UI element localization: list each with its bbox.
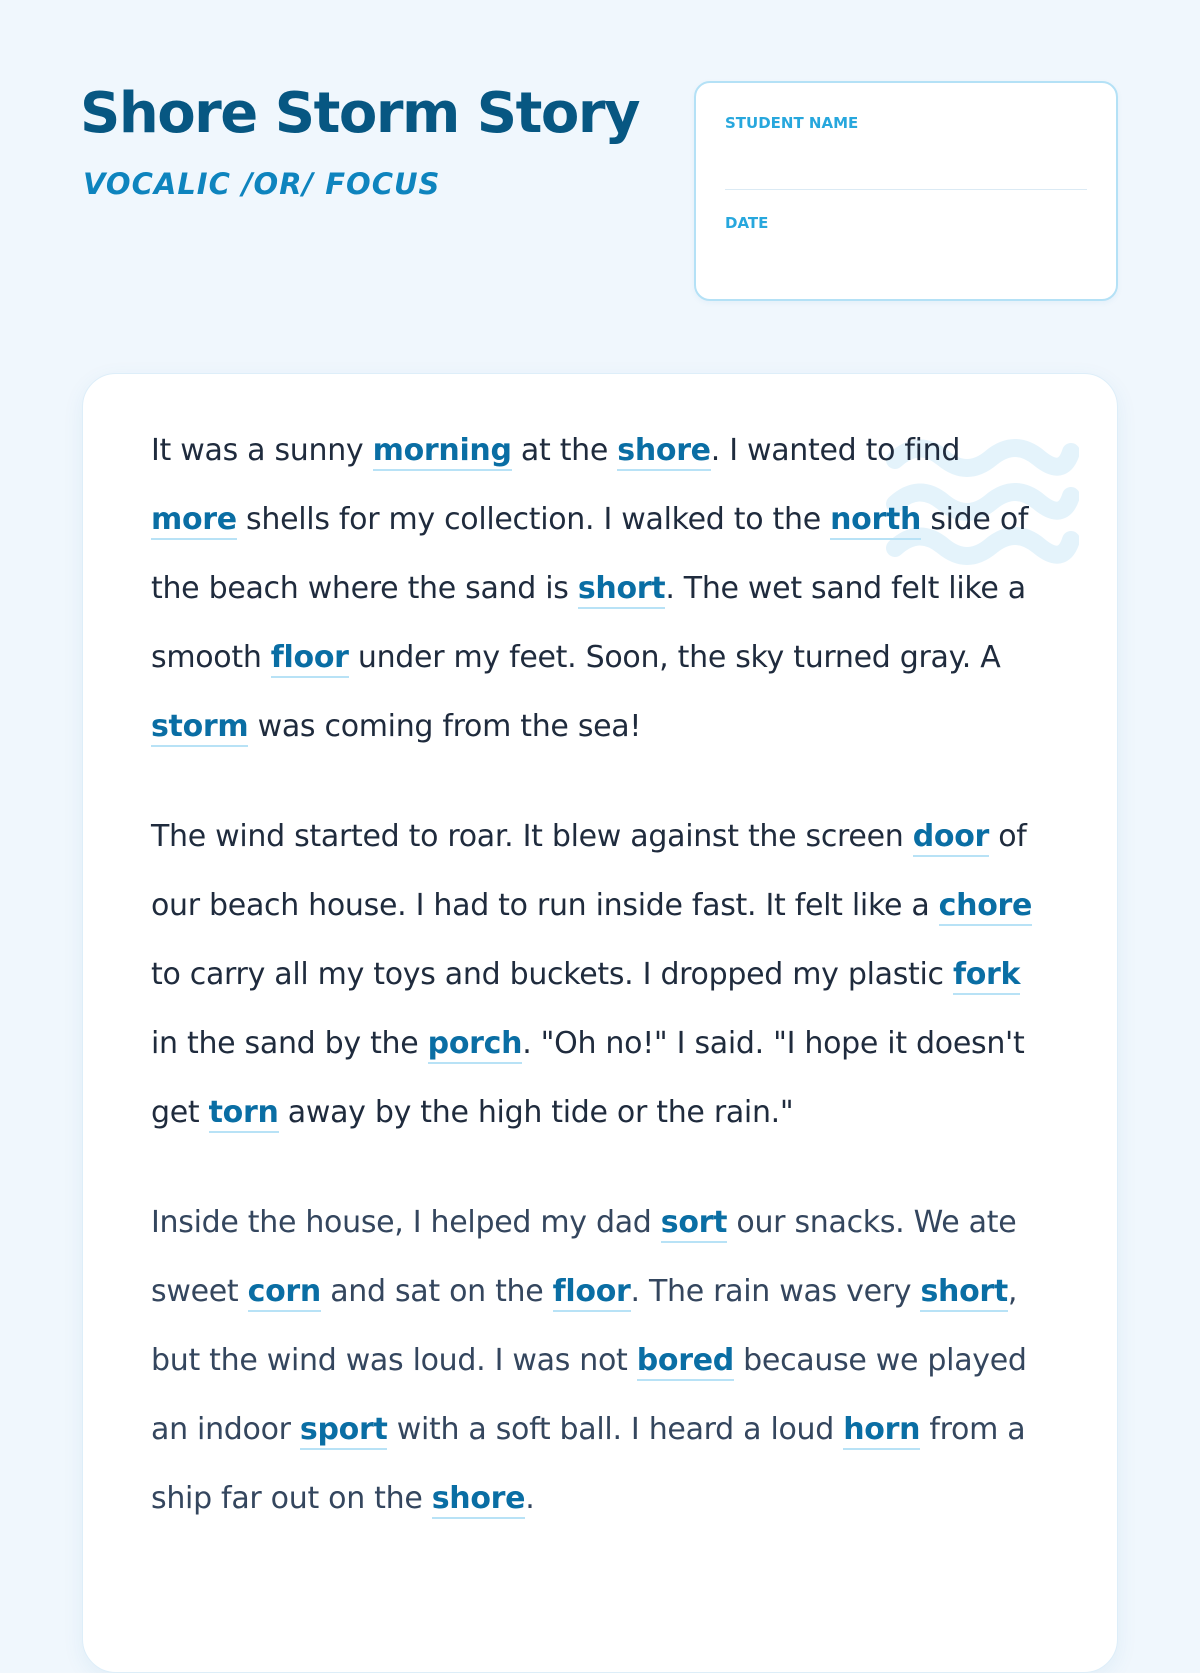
story-text-segment: . I wanted to find bbox=[710, 433, 961, 468]
target-word: shore bbox=[432, 1481, 525, 1519]
target-word: horn bbox=[843, 1412, 920, 1450]
story-text-segment: from a ship far out on the bbox=[151, 1412, 1026, 1516]
student-name-line[interactable] bbox=[725, 189, 1087, 190]
target-word: sport bbox=[300, 1412, 388, 1450]
story-text bbox=[151, 416, 1051, 1574]
target-word: torn bbox=[209, 1095, 279, 1133]
story-text-segment: at the bbox=[511, 433, 618, 468]
student-info-box bbox=[694, 81, 1118, 301]
target-word: bored bbox=[637, 1343, 734, 1381]
target-word: short bbox=[578, 571, 665, 609]
story-text-segment: away by the high tide or the rain." bbox=[278, 1095, 794, 1130]
worksheet-subtitle: VOCALIC /OR/ FOCUS bbox=[83, 167, 441, 201]
story-text-segment: . The wet sand felt like a smooth bbox=[151, 571, 1026, 675]
date-label: DATE bbox=[725, 214, 769, 232]
story-paragraph-3 bbox=[151, 1188, 1051, 1533]
target-word: door bbox=[913, 819, 989, 857]
target-word: floor bbox=[271, 640, 349, 678]
target-word: more bbox=[151, 502, 237, 540]
target-word: chore bbox=[939, 888, 1032, 926]
student-name-label: STUDENT NAME bbox=[725, 114, 859, 132]
target-word: shore bbox=[617, 433, 710, 471]
target-word: morning bbox=[373, 433, 512, 471]
story-text-segment: It was a sunny bbox=[151, 433, 373, 468]
story-text-segment: with a soft ball. I heard a loud bbox=[387, 1412, 844, 1447]
target-word: corn bbox=[248, 1274, 321, 1312]
story-text-segment: shells for my collection. I walked to the bbox=[236, 502, 831, 537]
target-word: north bbox=[830, 502, 921, 540]
story-text-segment: in the sand by the bbox=[151, 1026, 428, 1061]
target-word: floor bbox=[553, 1274, 631, 1312]
story-card bbox=[82, 373, 1118, 1673]
story-text-segment: Inside the house, I helped my dad bbox=[151, 1205, 661, 1240]
story-text-segment: The wind started to roar. It blew against the screen bbox=[151, 819, 913, 854]
target-word: fork bbox=[953, 957, 1020, 995]
target-word: porch bbox=[428, 1026, 523, 1064]
story-text-segment: our snacks. We ate sweet bbox=[151, 1205, 1017, 1309]
story-text-segment: , but the wind was loud. I was not bbox=[151, 1274, 1018, 1378]
story-text-segment: and sat on the bbox=[320, 1274, 553, 1309]
story-text-segment: of our beach house. I had to run inside fast. It felt like a bbox=[151, 819, 1027, 923]
story-text-segment: . The rain was very bbox=[630, 1274, 921, 1309]
story-text-segment: under my feet. Soon, the sky turned gray. A bbox=[348, 640, 1001, 675]
story-text-segment: . bbox=[525, 1481, 535, 1516]
target-word: storm bbox=[151, 709, 248, 747]
story-text-segment: to carry all my toys and buckets. I dropped my plastic bbox=[151, 957, 953, 992]
story-text-segment: . "Oh no!" I said. "I hope it doesn't get bbox=[151, 1026, 1025, 1130]
target-word: sort bbox=[661, 1205, 727, 1243]
story-text-segment: side of the beach where the sand is bbox=[151, 502, 1029, 606]
story-text-segment: was coming from the sea! bbox=[248, 709, 642, 744]
target-word: short bbox=[920, 1274, 1007, 1312]
story-paragraph-2 bbox=[151, 802, 1051, 1147]
story-paragraph-1 bbox=[151, 416, 1051, 761]
story-text-segment: because we played an indoor bbox=[151, 1343, 1027, 1447]
worksheet-title: Shore Storm Story bbox=[80, 81, 639, 146]
